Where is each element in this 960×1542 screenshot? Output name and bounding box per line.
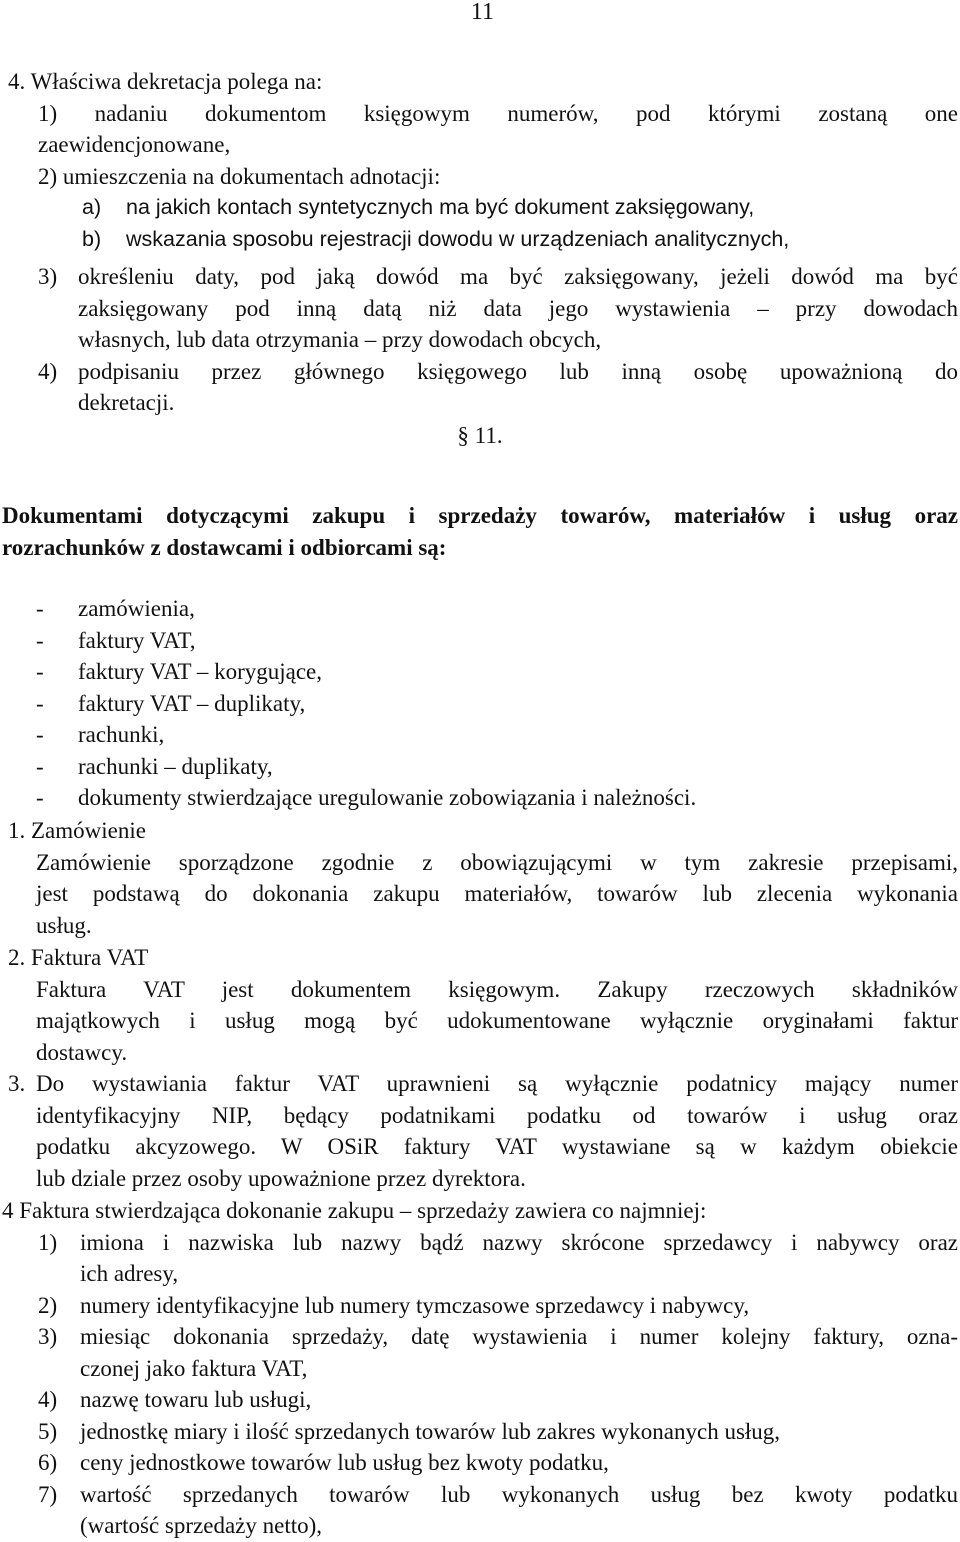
section-heading: 4 Faktura stwierdzająca dokonanie zakupu – sprzedaży zawiera co najmniej:: [2, 1198, 707, 1223]
list-item: - dokumenty stwierdzające uregulowanie zobowiązania i należności.: [36, 785, 697, 810]
dekretacja-point-4: 4) podpisaniu przez głównego księgowego lub inną osobę upoważnioną do dekretacji.: [38, 358, 958, 415]
section-heading: 2. Faktura VAT: [8, 945, 149, 970]
dekretacja-heading: 4. Właściwa dekretacja polega na:: [8, 69, 323, 94]
dekretacja-point-2a: a) na jakich kontach syntetycznych ma być dokument zaksięgowany,: [82, 195, 755, 219]
section-mark: § 11.: [457, 423, 503, 448]
documents-list: [36, 593, 936, 814]
list-item: - zamówienia,: [36, 596, 195, 621]
list-item: - rachunki – duplikaty,: [36, 753, 273, 779]
list-item: - faktury VAT – korygujące,: [36, 659, 323, 684]
dekretacja-section: [8, 66, 958, 255]
dekretacja-point-1-line-1: 1) nadaniu dokumentom księgowym numerów, pod którymi zostaną one: [38, 100, 958, 126]
section-faktura-vat: 2. Faktura VAT Faktura VAT jest dokumentem księgowym. Zakupy rzeczowych składników majątkowych i usług mogą być udokumentowane wyłącznie oryginałami faktur dostawcy.: [8, 942, 958, 1068]
section-zamowienie: 1. Zamówienie Zamówienie sporządzone zgodnie z obowiązującymi w tym zakresie przepisami, jest podstawą do dokonania zakupu materiałów, towarów lub zlecenia wykonania usług.: [8, 815, 958, 941]
section-uprawnieni: 3. Do wystawiania faktur VAT uprawnieni są wyłącznie podatnicy mający numer identyfikacyjny NIP, będący podatnikami podatku od towarów i usług oraz podatku akcyzowego. W OSiR faktury VAT wystawiane są w każdym obiekcie lub dziale przez osoby upoważnione przez dyrektora.: [8, 1071, 958, 1191]
section-faktura-zawiera: [2, 1195, 958, 1542]
dekretacja-points-3-4: [38, 261, 958, 419]
list-item: 1) imiona i nazwiska lub nazwy bądź nazwy skrócone sprzedawcy i nabywcy oraz ich adresy,: [38, 1229, 958, 1286]
dekretacja-point-2: 2) umieszczenia na dokumentach adnotacji:: [38, 163, 441, 189]
dekretacja-point-3: 3) określeniu daty, pod jaką dowód ma być zaksięgowany, jeżeli dowód ma być zaksięgowany pod inną datą niż data jego wystawienia – przy dowodach własnych, lub data otrzymania – przy dowodach obcych,: [38, 264, 958, 352]
dekretacja-point-1-line-2: zaewidencjonowane,: [38, 132, 231, 157]
list-item: 7) wartość sprzedanych towarów lub wykonanych usług bez kwoty podatku (wartość sprzedaży netto),: [38, 1481, 958, 1538]
dekretacja-point-2b: b) wskazania sposobu rejestracji dowodu w urządzeniach analitycznych,: [82, 226, 790, 251]
documents-intro: Dokumentami dotyczącymi zakupu i sprzedaży towarów, materiałów i usług oraz rozrachunków z dostawcami i odbiorcami są:: [2, 503, 958, 560]
list-item: - faktury VAT,: [36, 627, 196, 653]
section-heading: 1. Zamówienie: [8, 818, 146, 843]
page-number: 11: [470, 0, 494, 25]
list-item: 3) miesiąc dokonania sprzedaży, datę wystawienia i numer kolejny faktury, ozna- czonej jako faktura VAT,: [38, 1324, 958, 1381]
list-item: - rachunki,: [36, 722, 165, 747]
list-item: 4) nazwę towaru lub usługi,: [38, 1387, 312, 1412]
list-item: - faktury VAT – duplikaty,: [36, 690, 306, 716]
list-item: 6) ceny jednostkowe towarów lub usług bez kwoty podatku,: [38, 1450, 609, 1475]
list-item: 5) jednostkę miary i ilość sprzedanych towarów lub zakres wykonanych usług,: [38, 1418, 781, 1444]
list-item: 2) numery identyfikacyjne lub numery tymczasowe sprzedawcy i nabywcy,: [38, 1292, 750, 1318]
